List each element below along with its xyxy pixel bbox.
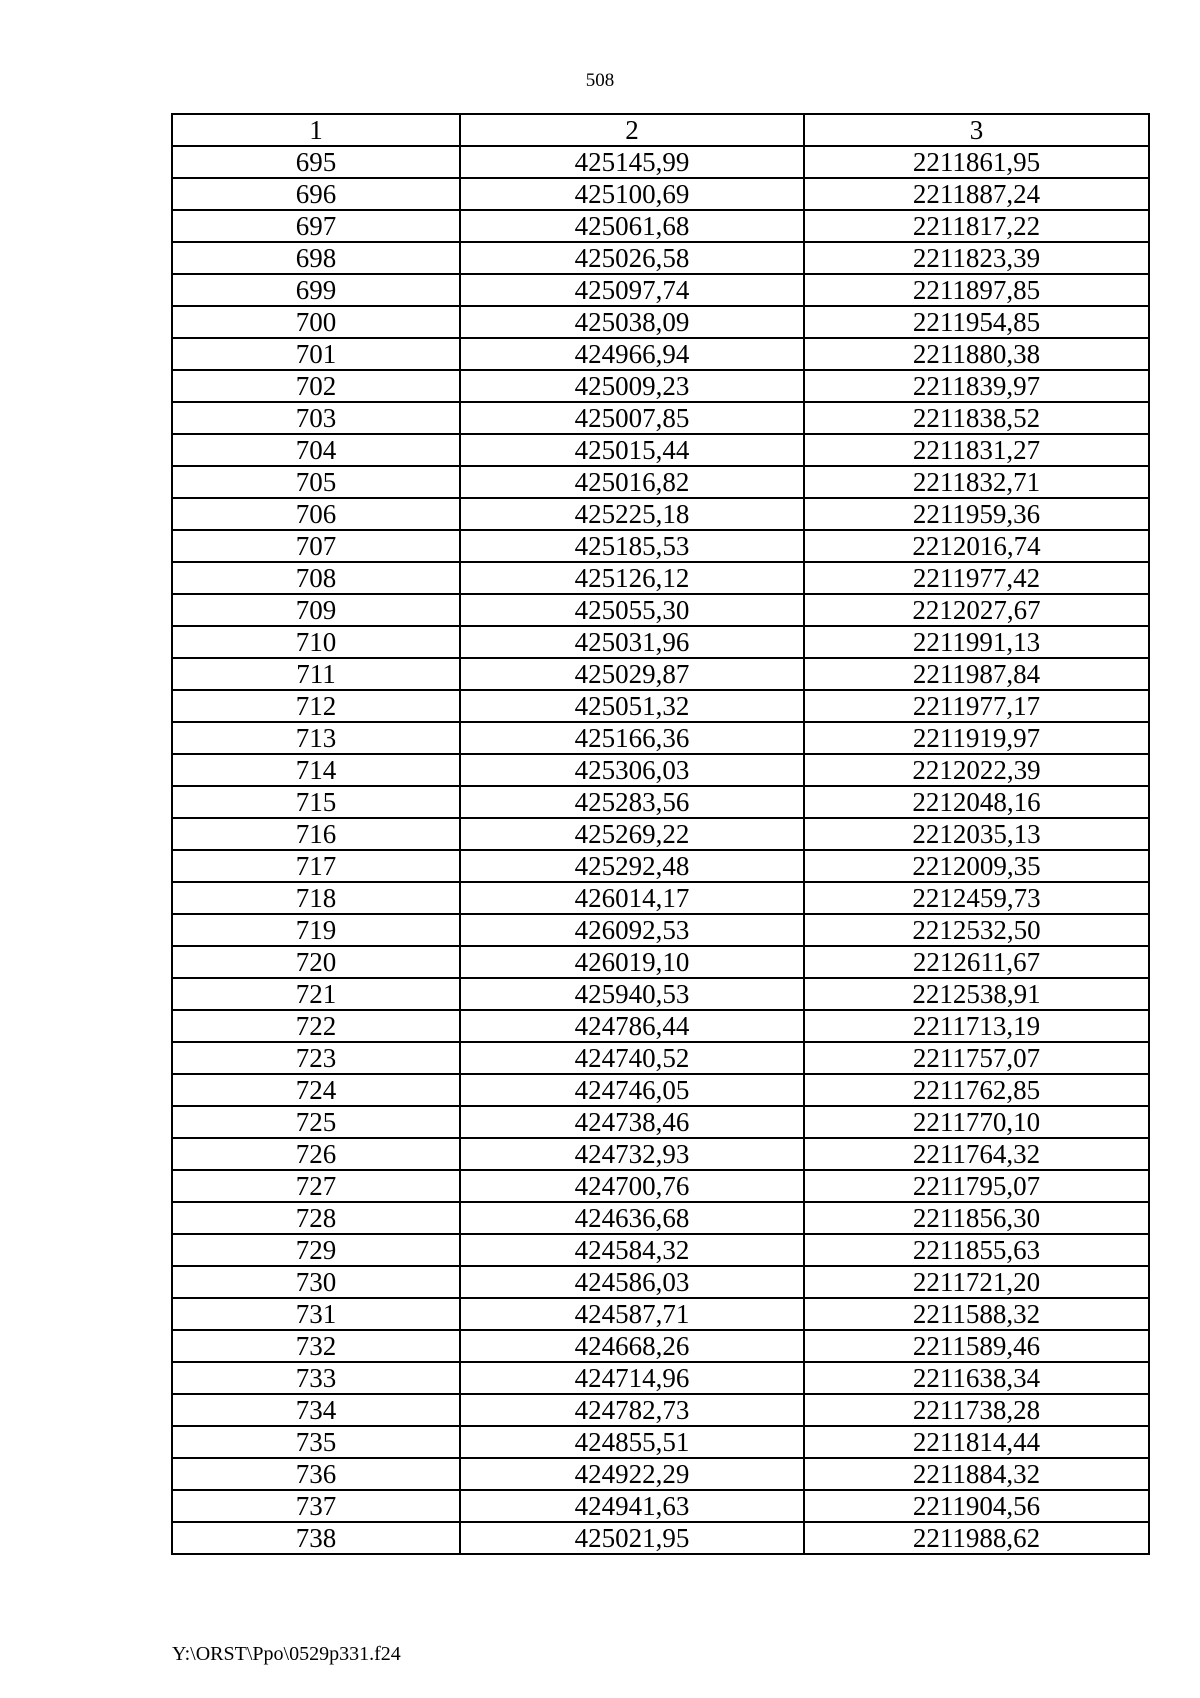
coordinates-table	[171, 113, 1150, 1555]
x-coordinate-cell: 425283,56	[460, 786, 804, 818]
x-coordinate-cell: 425126,12	[460, 562, 804, 594]
x-coordinate-cell: 424732,93	[460, 1138, 804, 1170]
y-coordinate-cell: 2211713,19	[804, 1010, 1149, 1042]
y-coordinate-cell: 2211987,84	[804, 658, 1149, 690]
y-coordinate-cell: 2212532,50	[804, 914, 1149, 946]
x-coordinate-cell: 424636,68	[460, 1202, 804, 1234]
x-coordinate-cell: 425026,58	[460, 242, 804, 274]
table-row	[172, 146, 1149, 178]
point-number-cell: 703	[172, 402, 460, 434]
y-coordinate-cell: 2211861,95	[804, 146, 1149, 178]
point-number-cell: 730	[172, 1266, 460, 1298]
y-coordinate-cell: 2211762,85	[804, 1074, 1149, 1106]
x-coordinate-cell: 425306,03	[460, 754, 804, 786]
y-coordinate-cell: 2211832,71	[804, 466, 1149, 498]
x-coordinate-cell: 425015,44	[460, 434, 804, 466]
y-coordinate-cell: 2212027,67	[804, 594, 1149, 626]
point-number-cell: 705	[172, 466, 460, 498]
point-number-cell: 697	[172, 210, 460, 242]
x-coordinate-cell: 424941,63	[460, 1490, 804, 1522]
point-number-cell: 722	[172, 1010, 460, 1042]
point-number-cell: 732	[172, 1330, 460, 1362]
point-number-cell: 707	[172, 530, 460, 562]
x-coordinate-cell: 425007,85	[460, 402, 804, 434]
y-coordinate-cell: 2211855,63	[804, 1234, 1149, 1266]
y-coordinate-cell: 2211817,22	[804, 210, 1149, 242]
y-coordinate-cell: 2211757,07	[804, 1042, 1149, 1074]
y-coordinate-cell: 2212035,13	[804, 818, 1149, 850]
x-coordinate-cell: 425021,95	[460, 1522, 804, 1554]
table-row	[172, 562, 1149, 594]
point-number-cell: 738	[172, 1522, 460, 1554]
point-number-cell: 696	[172, 178, 460, 210]
table-row	[172, 626, 1149, 658]
point-number-cell: 726	[172, 1138, 460, 1170]
table-row	[172, 178, 1149, 210]
table-row	[172, 306, 1149, 338]
table-row	[172, 402, 1149, 434]
x-coordinate-cell: 425145,99	[460, 146, 804, 178]
y-coordinate-cell: 2211977,42	[804, 562, 1149, 594]
y-coordinate-cell: 2212538,91	[804, 978, 1149, 1010]
column-header-1: 1	[172, 114, 460, 146]
x-coordinate-cell: 425016,82	[460, 466, 804, 498]
point-number-cell: 702	[172, 370, 460, 402]
point-number-cell: 716	[172, 818, 460, 850]
table-row	[172, 1266, 1149, 1298]
point-number-cell: 737	[172, 1490, 460, 1522]
point-number-cell: 698	[172, 242, 460, 274]
table-row	[172, 370, 1149, 402]
x-coordinate-cell: 426014,17	[460, 882, 804, 914]
point-number-cell: 715	[172, 786, 460, 818]
table-row	[172, 498, 1149, 530]
table-row	[172, 242, 1149, 274]
table-row	[172, 754, 1149, 786]
table-row	[172, 1522, 1149, 1554]
table-row	[172, 210, 1149, 242]
x-coordinate-cell: 424786,44	[460, 1010, 804, 1042]
point-number-cell: 725	[172, 1106, 460, 1138]
x-coordinate-cell: 425029,87	[460, 658, 804, 690]
x-coordinate-cell: 425097,74	[460, 274, 804, 306]
footer-file-path: Y:\ORST\Ppo\0529p331.f24	[172, 1643, 401, 1665]
point-number-cell: 717	[172, 850, 460, 882]
point-number-cell: 708	[172, 562, 460, 594]
x-coordinate-cell: 425292,48	[460, 850, 804, 882]
column-header-2: 2	[460, 114, 804, 146]
x-coordinate-cell: 424746,05	[460, 1074, 804, 1106]
y-coordinate-cell: 2211856,30	[804, 1202, 1149, 1234]
y-coordinate-cell: 2211831,27	[804, 434, 1149, 466]
x-coordinate-cell: 424668,26	[460, 1330, 804, 1362]
point-number-cell: 723	[172, 1042, 460, 1074]
table-row	[172, 882, 1149, 914]
table-row	[172, 594, 1149, 626]
x-coordinate-cell: 424922,29	[460, 1458, 804, 1490]
point-number-cell: 727	[172, 1170, 460, 1202]
y-coordinate-cell: 2211887,24	[804, 178, 1149, 210]
table-row	[172, 978, 1149, 1010]
point-number-cell: 719	[172, 914, 460, 946]
y-coordinate-cell: 2211880,38	[804, 338, 1149, 370]
x-coordinate-cell: 425185,53	[460, 530, 804, 562]
y-coordinate-cell: 2211919,97	[804, 722, 1149, 754]
point-number-cell: 720	[172, 946, 460, 978]
x-coordinate-cell: 425061,68	[460, 210, 804, 242]
point-number-cell: 709	[172, 594, 460, 626]
y-coordinate-cell: 2212009,35	[804, 850, 1149, 882]
page-number: 508	[585, 70, 615, 91]
table-row	[172, 722, 1149, 754]
x-coordinate-cell: 424586,03	[460, 1266, 804, 1298]
y-coordinate-cell: 2211839,97	[804, 370, 1149, 402]
column-header-3: 3	[804, 114, 1149, 146]
table-row	[172, 1234, 1149, 1266]
table-row	[172, 530, 1149, 562]
y-coordinate-cell: 2211959,36	[804, 498, 1149, 530]
x-coordinate-cell: 425100,69	[460, 178, 804, 210]
header-row	[172, 114, 1149, 146]
y-coordinate-cell: 2211588,32	[804, 1298, 1149, 1330]
x-coordinate-cell: 424855,51	[460, 1426, 804, 1458]
point-number-cell: 729	[172, 1234, 460, 1266]
table-row	[172, 1138, 1149, 1170]
point-number-cell: 735	[172, 1426, 460, 1458]
x-coordinate-cell: 425225,18	[460, 498, 804, 530]
point-number-cell: 701	[172, 338, 460, 370]
y-coordinate-cell: 2211721,20	[804, 1266, 1149, 1298]
x-coordinate-cell: 426019,10	[460, 946, 804, 978]
table-row	[172, 1426, 1149, 1458]
x-coordinate-cell: 425055,30	[460, 594, 804, 626]
x-coordinate-cell: 425940,53	[460, 978, 804, 1010]
y-coordinate-cell: 2211814,44	[804, 1426, 1149, 1458]
point-number-cell: 734	[172, 1394, 460, 1426]
point-number-cell: 731	[172, 1298, 460, 1330]
table-row	[172, 1458, 1149, 1490]
table-row	[172, 1490, 1149, 1522]
y-coordinate-cell: 2212611,67	[804, 946, 1149, 978]
point-number-cell: 718	[172, 882, 460, 914]
y-coordinate-cell: 2211884,32	[804, 1458, 1149, 1490]
x-coordinate-cell: 424966,94	[460, 338, 804, 370]
point-number-cell: 721	[172, 978, 460, 1010]
x-coordinate-cell: 424584,32	[460, 1234, 804, 1266]
y-coordinate-cell: 2211897,85	[804, 274, 1149, 306]
table-row	[172, 338, 1149, 370]
table-row	[172, 1362, 1149, 1394]
y-coordinate-cell: 2212016,74	[804, 530, 1149, 562]
y-coordinate-cell: 2211954,85	[804, 306, 1149, 338]
point-number-cell: 711	[172, 658, 460, 690]
point-number-cell: 704	[172, 434, 460, 466]
table-row	[172, 1298, 1149, 1330]
y-coordinate-cell: 2211589,46	[804, 1330, 1149, 1362]
point-number-cell: 706	[172, 498, 460, 530]
x-coordinate-cell: 424738,46	[460, 1106, 804, 1138]
table-row	[172, 946, 1149, 978]
y-coordinate-cell: 2211795,07	[804, 1170, 1149, 1202]
x-coordinate-cell: 424740,52	[460, 1042, 804, 1074]
table-row	[172, 658, 1149, 690]
x-coordinate-cell: 425009,23	[460, 370, 804, 402]
x-coordinate-cell: 424782,73	[460, 1394, 804, 1426]
y-coordinate-cell: 2211988,62	[804, 1522, 1149, 1554]
table-row	[172, 1074, 1149, 1106]
table-row	[172, 466, 1149, 498]
point-number-cell: 736	[172, 1458, 460, 1490]
y-coordinate-cell: 2212048,16	[804, 786, 1149, 818]
x-coordinate-cell: 426092,53	[460, 914, 804, 946]
y-coordinate-cell: 2212022,39	[804, 754, 1149, 786]
table-row	[172, 1042, 1149, 1074]
y-coordinate-cell: 2211991,13	[804, 626, 1149, 658]
point-number-cell: 733	[172, 1362, 460, 1394]
table-row	[172, 818, 1149, 850]
y-coordinate-cell: 2211904,56	[804, 1490, 1149, 1522]
table-row	[172, 690, 1149, 722]
y-coordinate-cell: 2211638,34	[804, 1362, 1149, 1394]
y-coordinate-cell: 2211770,10	[804, 1106, 1149, 1138]
table-row	[172, 274, 1149, 306]
x-coordinate-cell: 424700,76	[460, 1170, 804, 1202]
point-number-cell: 695	[172, 146, 460, 178]
point-number-cell: 714	[172, 754, 460, 786]
table-row	[172, 1330, 1149, 1362]
point-number-cell: 713	[172, 722, 460, 754]
table-row	[172, 1394, 1149, 1426]
x-coordinate-cell: 425031,96	[460, 626, 804, 658]
y-coordinate-cell: 2211738,28	[804, 1394, 1149, 1426]
x-coordinate-cell: 425166,36	[460, 722, 804, 754]
point-number-cell: 728	[172, 1202, 460, 1234]
table-body	[172, 146, 1149, 1554]
point-number-cell: 712	[172, 690, 460, 722]
table-header	[172, 114, 1149, 146]
y-coordinate-cell: 2211764,32	[804, 1138, 1149, 1170]
x-coordinate-cell: 424714,96	[460, 1362, 804, 1394]
y-coordinate-cell: 2211838,52	[804, 402, 1149, 434]
x-coordinate-cell: 425038,09	[460, 306, 804, 338]
point-number-cell: 700	[172, 306, 460, 338]
x-coordinate-cell: 425269,22	[460, 818, 804, 850]
y-coordinate-cell: 2212459,73	[804, 882, 1149, 914]
table-row	[172, 1010, 1149, 1042]
y-coordinate-cell: 2211823,39	[804, 242, 1149, 274]
x-coordinate-cell: 424587,71	[460, 1298, 804, 1330]
point-number-cell: 699	[172, 274, 460, 306]
table-row	[172, 1202, 1149, 1234]
table-row	[172, 434, 1149, 466]
table-row	[172, 914, 1149, 946]
table-row	[172, 786, 1149, 818]
x-coordinate-cell: 425051,32	[460, 690, 804, 722]
table-row	[172, 1170, 1149, 1202]
y-coordinate-cell: 2211977,17	[804, 690, 1149, 722]
table-row	[172, 850, 1149, 882]
point-number-cell: 710	[172, 626, 460, 658]
table-row	[172, 1106, 1149, 1138]
point-number-cell: 724	[172, 1074, 460, 1106]
